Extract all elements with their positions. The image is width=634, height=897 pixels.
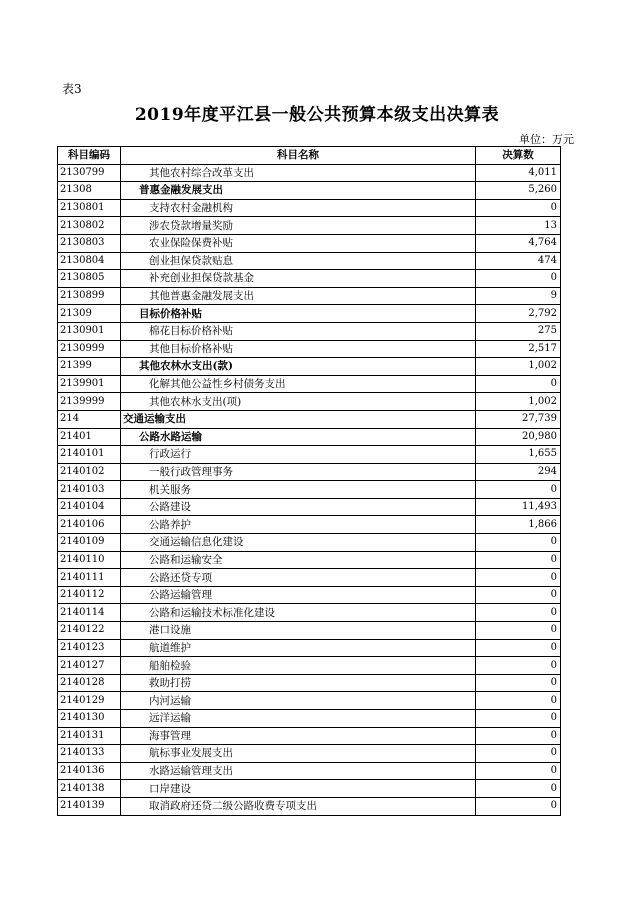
row-amount: 2,792	[476, 305, 561, 323]
row-code: 2130803	[58, 234, 121, 252]
row-name: 化解其他公益性乡村债务支出	[121, 375, 476, 393]
table-row	[58, 534, 561, 552]
row-name: 机关服务	[121, 481, 476, 499]
row-amount: 294	[476, 463, 561, 481]
row-name: 航标事业发展支出	[121, 745, 476, 763]
row-name: 内河运输	[121, 692, 476, 710]
table-row	[58, 428, 561, 446]
table-row	[58, 516, 561, 534]
row-code: 2130801	[58, 199, 121, 217]
row-amount: 275	[476, 322, 561, 340]
table-row	[58, 340, 561, 358]
row-name: 交通运输信息化建设	[121, 534, 476, 552]
row-code: 21401	[58, 428, 121, 446]
row-code: 2130899	[58, 287, 121, 305]
row-code: 2139901	[58, 375, 121, 393]
row-name: 公路养护	[121, 516, 476, 534]
table-row	[58, 393, 561, 411]
table-row	[58, 639, 561, 657]
table-header-row	[58, 147, 561, 165]
row-code: 2140131	[58, 727, 121, 745]
row-amount: 0	[476, 674, 561, 692]
table-row	[58, 674, 561, 692]
row-name: 目标价格补贴	[121, 305, 476, 323]
row-name: 其他农村综合改革支出	[121, 164, 476, 182]
row-name: 取消政府还贷二级公路收费专项支出	[121, 797, 476, 815]
table-row	[58, 234, 561, 252]
row-amount: 0	[476, 604, 561, 622]
row-code: 2140112	[58, 586, 121, 604]
row-code: 2140136	[58, 762, 121, 780]
table-row	[58, 780, 561, 798]
row-amount: 0	[476, 551, 561, 569]
row-code: 2140122	[58, 622, 121, 640]
row-code: 2140129	[58, 692, 121, 710]
table-row	[58, 252, 561, 270]
row-name: 公路运输管理	[121, 586, 476, 604]
row-name: 其他农林水支出(项)	[121, 393, 476, 411]
row-name: 一般行政管理事务	[121, 463, 476, 481]
row-code: 2130799	[58, 164, 121, 182]
row-name: 补充创业担保贷款基金	[121, 270, 476, 288]
row-amount: 0	[476, 762, 561, 780]
row-amount: 5,260	[476, 182, 561, 200]
table-row	[58, 305, 561, 323]
row-amount: 0	[476, 657, 561, 675]
row-code: 2140139	[58, 797, 121, 815]
row-amount: 0	[476, 270, 561, 288]
row-name: 其他目标价格补贴	[121, 340, 476, 358]
row-name: 行政运行	[121, 446, 476, 464]
row-name: 公路水路运输	[121, 428, 476, 446]
row-amount: 0	[476, 199, 561, 217]
row-amount: 0	[476, 375, 561, 393]
table-row	[58, 498, 561, 516]
row-code: 214	[58, 410, 121, 428]
row-name: 涉农贷款增量奖励	[121, 217, 476, 235]
table-row	[58, 217, 561, 235]
row-amount: 4,764	[476, 234, 561, 252]
row-amount: 0	[476, 710, 561, 728]
table-row	[58, 604, 561, 622]
table-row	[58, 164, 561, 182]
unit-label: 单位：万元	[519, 133, 574, 146]
table-row	[58, 727, 561, 745]
table-row	[58, 551, 561, 569]
row-code: 2140123	[58, 639, 121, 657]
row-code: 2140138	[58, 780, 121, 798]
row-amount: 0	[476, 797, 561, 815]
table-row	[58, 446, 561, 464]
table-row	[58, 586, 561, 604]
row-code: 2130802	[58, 217, 121, 235]
row-name: 航道维护	[121, 639, 476, 657]
row-name: 口岸建设	[121, 780, 476, 798]
table-row	[58, 569, 561, 587]
row-name: 救助打捞	[121, 674, 476, 692]
table-row	[58, 481, 561, 499]
row-amount: 1,655	[476, 446, 561, 464]
row-amount: 0	[476, 622, 561, 640]
row-amount: 2,517	[476, 340, 561, 358]
row-amount: 0	[476, 780, 561, 798]
row-name: 棉花目标价格补贴	[121, 322, 476, 340]
header-code: 科目编码	[58, 147, 121, 165]
row-code: 2140127	[58, 657, 121, 675]
row-amount: 20,980	[476, 428, 561, 446]
row-amount: 0	[476, 586, 561, 604]
row-code: 2130901	[58, 322, 121, 340]
row-amount: 9	[476, 287, 561, 305]
row-code: 2130999	[58, 340, 121, 358]
table-row	[58, 797, 561, 815]
table-row	[58, 745, 561, 763]
row-amount: 0	[476, 534, 561, 552]
table-row	[58, 375, 561, 393]
page-title: 2019年度平江县一般公共预算本级支出决算表	[134, 105, 500, 125]
row-amount: 0	[476, 569, 561, 587]
row-amount: 13	[476, 217, 561, 235]
table-row	[58, 182, 561, 200]
table-row	[58, 762, 561, 780]
table-row	[58, 199, 561, 217]
row-amount: 11,493	[476, 498, 561, 516]
row-amount: 0	[476, 692, 561, 710]
table-row	[58, 622, 561, 640]
row-amount: 0	[476, 745, 561, 763]
row-name: 海事管理	[121, 727, 476, 745]
row-name: 公路和运输安全	[121, 551, 476, 569]
row-name: 支持农村金融机构	[121, 199, 476, 217]
row-amount: 4,011	[476, 164, 561, 182]
header-name: 科目名称	[121, 147, 476, 165]
row-code: 2140103	[58, 481, 121, 499]
budget-table	[57, 146, 561, 816]
table-row	[58, 657, 561, 675]
row-code: 2140130	[58, 710, 121, 728]
row-name: 水路运输管理支出	[121, 762, 476, 780]
row-code: 2140114	[58, 604, 121, 622]
table-row	[58, 287, 561, 305]
row-name: 公路还贷专项	[121, 569, 476, 587]
row-amount: 474	[476, 252, 561, 270]
row-code: 2139999	[58, 393, 121, 411]
row-name: 公路和运输技术标准化建设	[121, 604, 476, 622]
row-code: 2140106	[58, 516, 121, 534]
row-amount: 0	[476, 481, 561, 499]
row-code: 21309	[58, 305, 121, 323]
row-amount: 27,739	[476, 410, 561, 428]
row-amount: 1,002	[476, 393, 561, 411]
row-code: 2140104	[58, 498, 121, 516]
row-name: 船舶检验	[121, 657, 476, 675]
row-code: 2140133	[58, 745, 121, 763]
row-code: 2140109	[58, 534, 121, 552]
row-name: 农业保险保费补贴	[121, 234, 476, 252]
row-name: 交通运输支出	[121, 410, 476, 428]
row-code: 21308	[58, 182, 121, 200]
table-row	[58, 692, 561, 710]
header-amount: 决算数	[476, 147, 561, 165]
row-code: 2140111	[58, 569, 121, 587]
table-row	[58, 710, 561, 728]
row-name: 港口设施	[121, 622, 476, 640]
row-code: 2130804	[58, 252, 121, 270]
row-code: 2140128	[58, 674, 121, 692]
row-code: 2130805	[58, 270, 121, 288]
row-name: 其他普惠金融发展支出	[121, 287, 476, 305]
table-row	[58, 463, 561, 481]
row-amount: 1,002	[476, 358, 561, 376]
row-amount: 0	[476, 727, 561, 745]
row-name: 创业担保贷款贴息	[121, 252, 476, 270]
table-row	[58, 322, 561, 340]
row-code: 21399	[58, 358, 121, 376]
row-code: 2140101	[58, 446, 121, 464]
row-code: 2140102	[58, 463, 121, 481]
table-row	[58, 270, 561, 288]
row-amount: 1,866	[476, 516, 561, 534]
table-row	[58, 410, 561, 428]
row-name: 其他农林水支出(款)	[121, 358, 476, 376]
row-name: 普惠金融发展支出	[121, 182, 476, 200]
table-row	[58, 358, 561, 376]
row-code: 2140110	[58, 551, 121, 569]
row-name: 公路建设	[121, 498, 476, 516]
row-name: 远洋运输	[121, 710, 476, 728]
table-number: 表3	[62, 82, 82, 96]
row-amount: 0	[476, 639, 561, 657]
